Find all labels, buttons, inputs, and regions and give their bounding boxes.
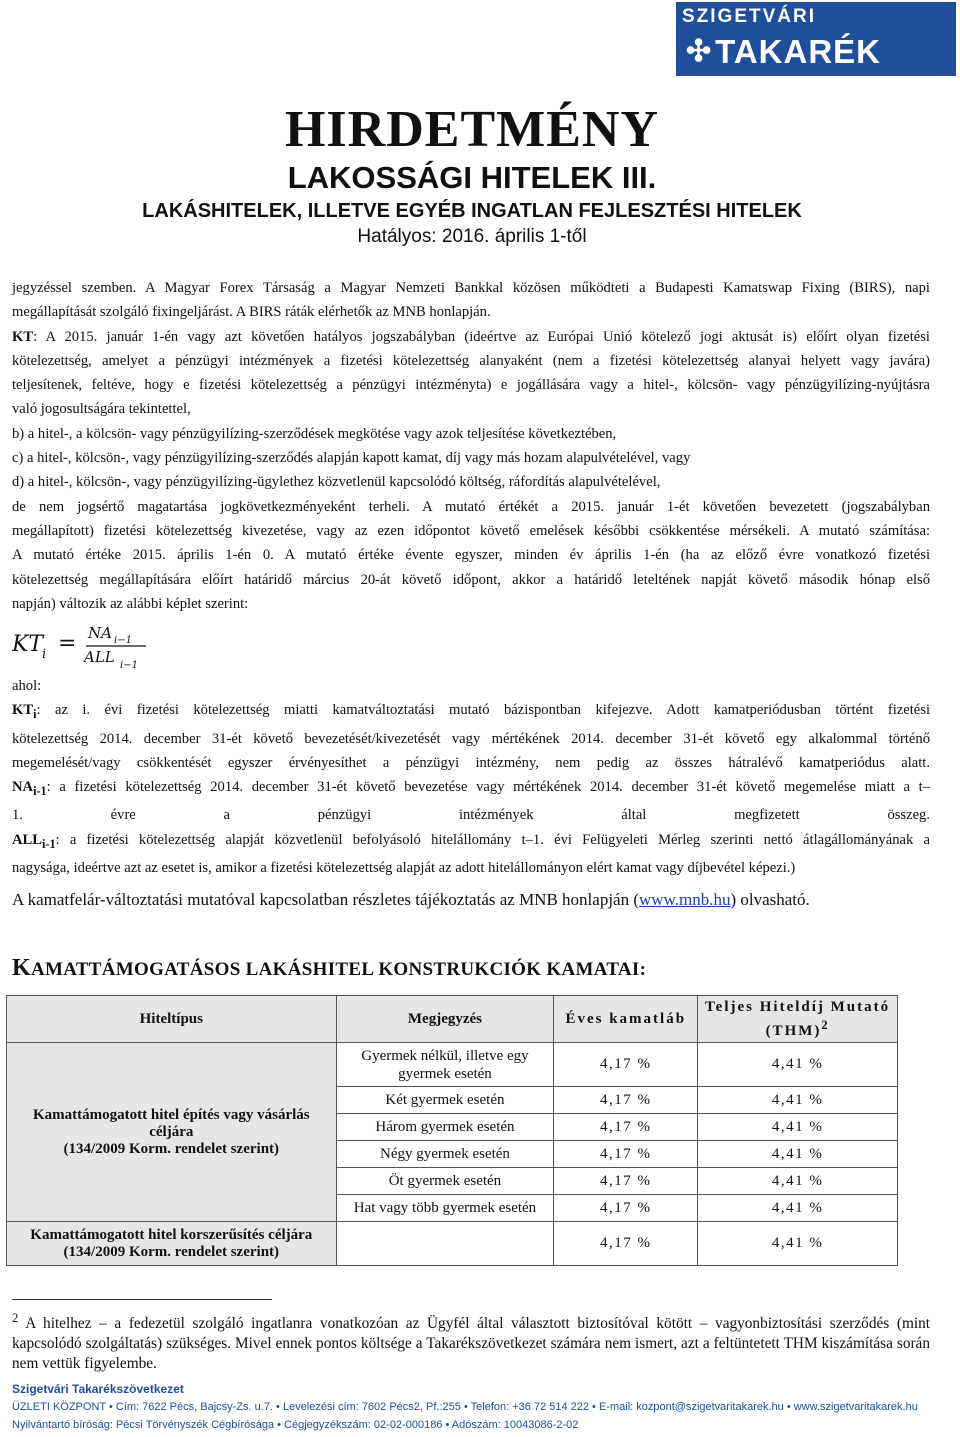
rate-cell: 4,17 % <box>554 1087 698 1114</box>
paragraph: kötelezettség, amelyet a pénzügyi intézmények a fizetési kötelezettség alanyaként (nem a fizetési kötelezettség alanyai helyett vagy javára) <box>12 352 930 369</box>
thm-cell: 4,41 % <box>698 1114 898 1141</box>
loan-type-cell: Kamattámogatott hitel korszerűsítés céljára (134/2009 Korm. rendelet szerint) <box>7 1222 337 1266</box>
kt-definition: KT: A 2015. január 1-én vagy azt követően hatályos jogszabályban (ideértve az Európai Unió kötelező jogi aktusát is) előírt olyan fizetési <box>12 328 930 345</box>
subtitle: LAKOSSÁGI HITELEK III. <box>287 160 657 195</box>
footnote: $^2$ A hitelhez – a fedezetül szolgáló ingatlanra vonatkozóan az Ügyfél által választott biztosítóval kötött – vagyonbiztosítási szerződés (mint kapcsolódó szolgáltatás) szükséges. Mivel ennek pontos költsége a Takarékszövetkezet számára nem ismert, azt a feltüntetett THM kiszámítása során nem vettük figyelembe. <box>12 1311 930 1373</box>
paragraph: megállapítását szolgáló fixingeljárást. A BIRS ráták elérhetők az MNB honlapján. <box>12 304 491 321</box>
paragraph: c) a hitel-, kölcsön-, vagy pénzügyilízing-szerződés alapján kapott kamat, díj vagy más hozam alapulvételével, vagy <box>12 450 691 467</box>
formula-lhs-sub: i <box>42 647 47 663</box>
thm-cell: 4,41 % <box>698 1087 898 1114</box>
paragraph: megállapított) fizetési kötelezettség kivezetése, vagy az ezen időpontot követő emelések későbbi csökkentése mérsékeli. A mutató számítása: <box>12 522 930 539</box>
note-cell: Hat vagy több gyermek esetén <box>336 1195 554 1222</box>
formula-equals: = <box>58 631 77 657</box>
paragraph: A mutató értéke 2015. április 1-én 0. A mutató értéke évente egyszer, minden év április 1-én (ha az előző évre vonatkozó fizetési <box>12 547 930 564</box>
logo-star-icon: ✣ <box>686 35 713 68</box>
loan-type-cell: Kamattámogatott hitel építés vagy vásárlás céljára (134/2009 Korm. rendelet szerint) <box>7 1043 337 1222</box>
rate-cell: 4,17 % <box>554 1222 698 1266</box>
thm-cell: 4,41 % <box>698 1195 898 1222</box>
column-header: Hiteltípus <box>7 996 337 1043</box>
paragraph: kötelezettség 2014. december 31-ét követő bevezetését/kivezetését vagy mértékének 2014. december 31-ét követő egy alkalommal történő <box>12 730 930 747</box>
footer-address: ÜZLETI KÖZPONT • Cím: 7622 Pécs, Bajcsy-Zs. u.7. • Levelezési cím: 7602 Pécs2, Pf.:255 • Telefon: +36 72 514 222 • E-mail: kozpont@szigetvaritakarek.hu • www.szigetvaritakarek.hu <box>12 1401 918 1413</box>
table-row <box>7 1043 898 1087</box>
rate-cell: 4,17 % <box>554 1195 698 1222</box>
footer-registry: Nyilvántartó bíróság: Pécsi Törvényszék Cégbírósága • Cégjegyzékszám: 02-02-000186 • Adószám: 10043086-2-02 <box>12 1419 579 1431</box>
paragraph: kötelezettség megállapítására előírt határidő március 20-át követő időpont, akkor a határidő leteltének napját követő második hónap első <box>12 571 930 588</box>
footnote-divider <box>12 1299 272 1300</box>
section-heading: KAMATTÁMOGATÁSOS LAKÁSHITEL KONSTRUKCIÓK KAMATAI: <box>12 955 647 981</box>
paragraph: nagysága, ideértve azt az esetet is, amikor a fizetési kötelezettség alapját az adott hitelállományon elért kamat vagy díjbevétel képezi.) <box>12 859 796 876</box>
paragraph: jegyzéssel szemben. A Magyar Forex Társaság a Magyar Nemzeti Bankkal közösen működteti a Budapesti Kamatswap Fixing (BIRS), napi <box>12 280 930 296</box>
validity-date: Hatályos: 2016. április 1-től <box>357 226 587 247</box>
logo-text-top: SZIGETVÁRI <box>682 6 817 27</box>
thm-cell: 4,41 % <box>698 1141 898 1168</box>
rate-cell: 4,17 % <box>554 1043 698 1087</box>
rates-table <box>6 995 898 1266</box>
paragraph: teljesítenek, feltéve, hogy e fizetési kötelezettség a pénzügyi intézményta) e jogállására vagy a hitel-, kölcsön- vagy pénzügyilízing-nyújtásra <box>12 377 930 394</box>
subtitle-2: LAKÁSHITELEK, ILLETVE EGYÉB INGATLAN FEJLESZTÉSI HITELEK <box>142 200 802 222</box>
na-definition: $NA_{i-1}$: a fizetési kötelezettség 2014. december 31-ét követő bevezetése vagy mértékének 2014. december 31-ét követő megemelése miatt a t– <box>12 779 930 799</box>
paragraph: d) a hitel-, kölcsön-, vagy pénzügyilízing-ügylethez közvetlenül kapcsolódó költség, ráfordítás alapulvételével, <box>12 474 661 491</box>
page-title: HIRDETMÉNY <box>284 101 660 158</box>
table-header-row <box>7 996 898 1043</box>
all-definition: $ALL_{i-1}$: a fizetési kötelezettség alapját közvetlenül befolyásoló hitelállomány t–1. évi Felügyeleti Mérleg szerinti nettó átlagállományának a <box>12 831 930 851</box>
mnb-link[interactable]: www.mnb.hu <box>639 890 731 909</box>
formula-denominator-sub: i−1 <box>120 660 138 671</box>
note-cell: Három gyermek esetén <box>336 1114 554 1141</box>
formula-numerator: NA <box>88 624 112 643</box>
paragraph: napján) változik az alábbi képlet szerint: <box>12 595 249 612</box>
paragraph: megemelését/vagy csökkentését egyszer érvényesíthet a pénzügyi intézmény, nem pedig az összes hátralévő kamatperiódus alatt. <box>12 754 930 771</box>
paragraph: ahol: <box>12 678 42 695</box>
logo <box>676 2 956 76</box>
paragraph: de nem jogsértő magatartása jogkövetkezményeként terheli. A mutató értékét a 2015. január 1-ét követően bevezetett (jogszabályban <box>12 498 930 515</box>
info-line: A kamatfelár-változtatási mutatóval kapcsolatban részletes tájékoztatás az MNB honlapján (www.mnb.hu) olvasható. <box>12 890 810 909</box>
paragraph: b) a hitel-, a kölcsön- vagy pénzügyilízing-szerződések megkötése vagy azok teljesítése következtében, <box>12 425 617 442</box>
note-cell: Öt gyermek esetén <box>336 1168 554 1195</box>
footnote-mark: 2 <box>12 1311 19 1325</box>
paragraph: 1. évre a pénzügyi intézmények által megfizetett összeg. <box>12 807 930 824</box>
rate-cell: 4,17 % <box>554 1141 698 1168</box>
formula <box>12 616 930 674</box>
thm-cell: 4,41 % <box>698 1043 898 1087</box>
column-header: Éves kamatláb <box>554 996 698 1043</box>
thm-cell: 4,41 % <box>698 1168 898 1195</box>
page-footer <box>12 1380 952 1434</box>
column-header: Megjegyzés <box>336 996 554 1043</box>
table-row <box>7 1222 898 1266</box>
thm-cell: 4,41 % <box>698 1222 898 1266</box>
kti-definition: $KT_i$: az i. évi fizetési kötelezettség miatti kamatváltoztatási mutató bázispontban kifejezve. Adott kamatperiódusban történt fizetési <box>12 702 930 722</box>
paragraph: való jogosultságára tekintettel, <box>12 401 191 418</box>
body-text <box>12 276 930 880</box>
rate-cell: 4,17 % <box>554 1168 698 1195</box>
formula-denominator: ALL <box>84 648 115 667</box>
rate-cell: 4,17 % <box>554 1114 698 1141</box>
note-cell: Négy gyermek esetén <box>336 1141 554 1168</box>
note-cell: Két gyermek esetén <box>336 1087 554 1114</box>
footer-company: Szigetvári Takarékszövetkezet <box>12 1382 184 1396</box>
formula-lhs: KT <box>12 632 44 658</box>
note-cell: Gyermek nélkül, illetve egy gyermek esetén <box>336 1043 554 1087</box>
note-cell <box>336 1222 554 1266</box>
formula-numerator-sub: i−1 <box>114 635 132 647</box>
column-header: Teljes Hiteldíj Mutató (THM)$^2$ <box>698 996 898 1043</box>
logo-text-bottom: ✣TAKARÉK <box>686 33 882 70</box>
formula-graphic <box>12 618 152 670</box>
